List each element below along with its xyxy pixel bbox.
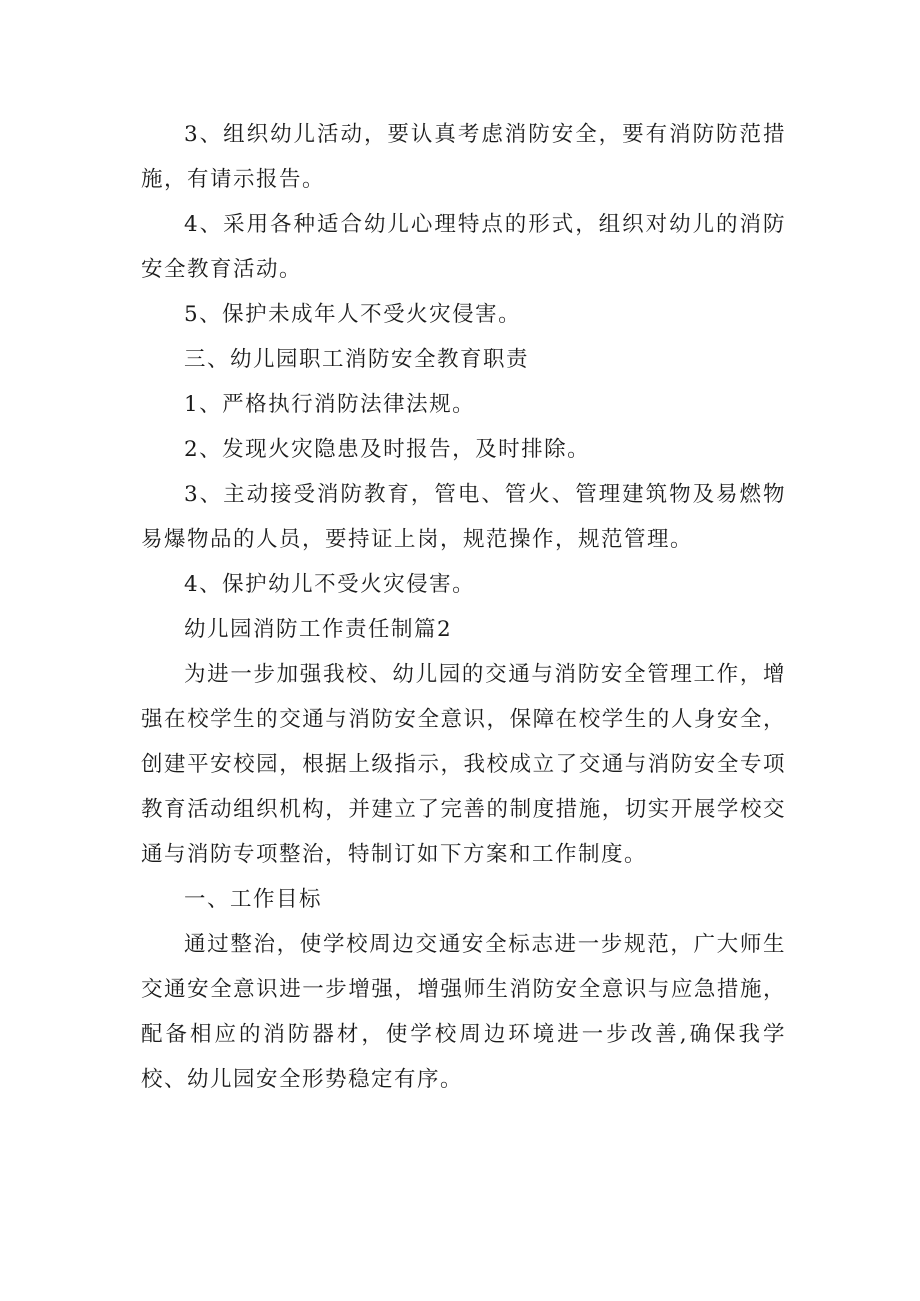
paragraph-intro: 为进一步加强我校、幼儿园的交通与消防安全管理工作，增强在校学生的交通与消防安全意识，保障在校学生的人身安全，创建平安校园，根据上级指示，我校成立了交通与消防安全专项教育活动组织机构，并建立了完善的制度措施，切实开展学校交通与消防专项整治，特制订如下方案和工作制度。 [141, 662, 786, 867]
paragraph-staff-item-3: 3、主动接受消防教育，管电、管火、管理建筑物及易燃物易爆物品的人员，要持证上岗，规范操作，规范管理。 [141, 482, 786, 552]
document-body [141, 112, 786, 1102]
paragraph-item-5-protect-minors: 5、保护未成年人不受火灾侵害。 [184, 302, 522, 327]
paragraph-staff-item-1: 1、严格执行消防法律法规。 [184, 392, 476, 417]
section-heading-goals: 一、工作目标 [184, 887, 323, 912]
paragraph-item-3-activities: 3、组织幼儿活动，要认真考虑消防安全，要有消防防范措施，有请示报告。 [141, 122, 786, 192]
paragraph-staff-item-4: 4、保护幼儿不受火灾侵害。 [184, 572, 476, 597]
section-heading-staff-duties: 三、幼儿园职工消防安全教育职责 [184, 347, 530, 372]
paragraph-goals: 通过整治，使学校周边交通安全标志进一步规范，广大师生交通安全意识进一步增强，增强师生消防安全意识与应急措施，配备相应的消防器材，使学校周边环境进一步改善,确保我学校、幼儿园安全形势稳定有序。 [141, 932, 786, 1092]
paragraph-staff-item-2: 2、发现火灾隐患及时报告，及时排除。 [184, 437, 591, 462]
article-title-part-2: 幼儿园消防工作责任制篇2 [184, 617, 453, 642]
paragraph-item-4-education: 4、采用各种适合幼儿心理特点的形式，组织对幼儿的消防安全教育活动。 [141, 212, 786, 282]
